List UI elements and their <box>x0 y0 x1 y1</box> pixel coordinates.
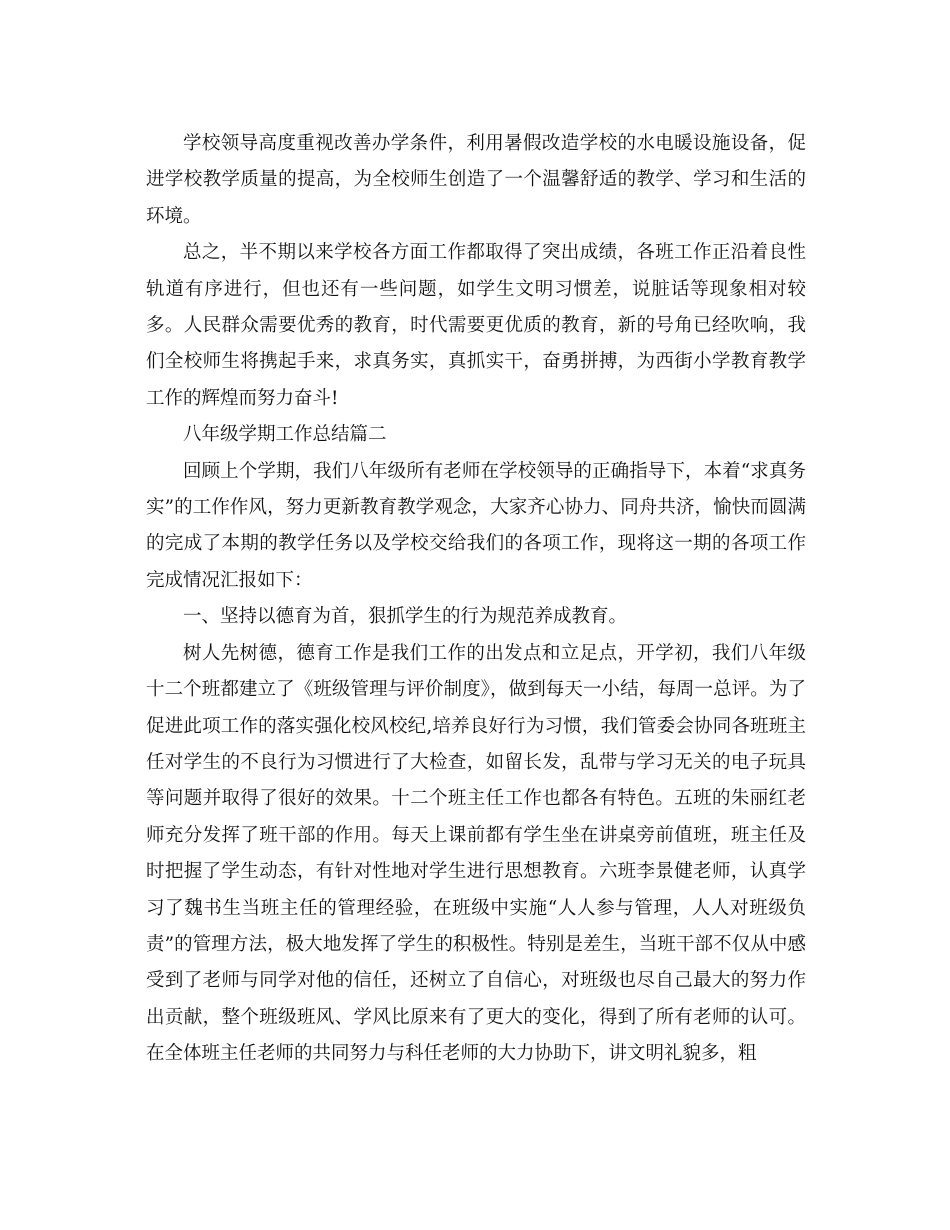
paragraph-review: 回顾上个学期，我们八年级所有老师在学校领导的正确指导下，本着“求真务实”的工作作风，努力更新教育教学观念，大家齐心协力、同舟共济，愉快而圆满的完成了本期的教学任务以及学校交给我们的各项工作，现将这一期的各项工作完成情况汇报如下： <box>146 460 806 591</box>
paragraph-facilities: 学校领导高度重视改善办学条件，利用暑假改造学校的水电暖设施设备，促进学校教学质量的提高，为全校师生创造了一个温馨舒适的教学、学习和生活的环境。 <box>146 133 806 227</box>
paragraph-summary: 总之，半不期以来学校各方面工作都取得了突出成绩，各班工作正沿着良性轨道有序进行，但也还有一些问题，如学生文明习惯差，说脏话等现象相对较多。人民群众需要优秀的教育，时代需要更优质的教育，新的号角已经吹响，我们全校师生将携起手来，求真务实，真抓实干，奋勇拼搏，为西街小学教育教学工作的辉煌而努力奋斗! <box>146 242 806 409</box>
subheading-moral-education: 一、坚持以德育为首，狠抓学生的行为规范养成教育。 <box>183 606 628 628</box>
paragraph-moral-education: 树人先树德，德育工作是我们工作的出发点和立足点，开学初，我们八年级十二个班都建立了《班级管理与评价制度》，做到每天一小结，每周一总评。为了促进此项工作的落实强化校风校纪,培养良好行为习惯，我们管委会协同各班班主任对学生的不良行为习惯进行了大检查，如留长发，乱带与学习无关的电子玩具等问题并取得了很好的效果。十二个班主任工作也都各有特色。五班的朱丽红老师充分发挥了班干部的作用。每天上课前都有学生坐在讲桌旁前值班，班主任及时把握了学生动态，有针对性地对学生进行思想教育。六班李景健老师，认真学习了魏书生当班主任的管理经验，在班级中实施“人人参与管理，人人对班级负责”的管理方法，极大地发挥了学生的积极性。特别是差生，当班干部不仅从中感受到了老师与同学对他的信任，还树立了自信心，对班级也尽自己最大的努力作出贡献，整个班级班风、学风比原来有了更大的变化，得到了所有老师的认可。在全体班主任老师的共同努力与科任老师的大力协助下，讲文明礼貌多，粗 <box>146 642 806 1065</box>
document-body <box>146 126 806 1073</box>
section-heading: 八年级学期工作总结篇二 <box>183 424 387 446</box>
